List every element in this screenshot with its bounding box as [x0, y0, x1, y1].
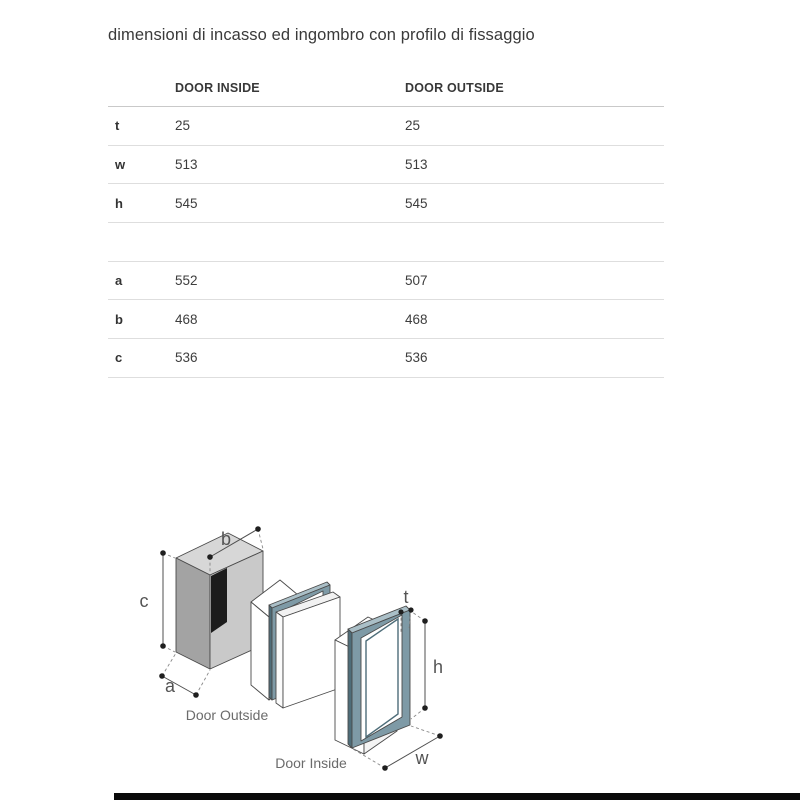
dim-c [140, 550, 176, 652]
cell-inside: 513 [175, 157, 198, 173]
bottom-bar [114, 793, 800, 800]
cell-outside: 513 [405, 157, 428, 173]
door-outside-label: Door Outside [185, 707, 269, 723]
svg-text:t: t [403, 587, 409, 607]
cell-inside: 552 [175, 273, 198, 289]
cell-inside: 536 [175, 350, 198, 366]
svg-text:h: h [432, 657, 444, 677]
table-row-t [108, 107, 664, 146]
header-cell-door-inside: DOOR INSIDE [175, 81, 260, 95]
svg-text:a: a [164, 676, 176, 696]
row-label: w [115, 157, 126, 173]
technical-diagram [130, 505, 475, 800]
row-label: a [115, 273, 123, 289]
table-header-row [108, 70, 664, 107]
page-title: dimensioni di incasso ed ingombro con profilo di fissaggio [108, 26, 535, 44]
table-row-c [108, 339, 664, 378]
cell-outside: 468 [405, 311, 428, 327]
cell-outside: 507 [405, 273, 428, 289]
header-cell-door-outside: DOOR OUTSIDE [405, 81, 504, 95]
dimensions-table [108, 70, 664, 378]
cell-outside: 536 [405, 350, 428, 366]
dim-h [411, 612, 443, 719]
row-label: h [115, 195, 123, 211]
cabinet-box [176, 533, 263, 669]
row-label: t [115, 118, 120, 134]
row-label: b [115, 311, 123, 327]
table-row-a [108, 262, 664, 301]
cell-outside: 25 [405, 118, 421, 134]
svg-text:w: w [415, 748, 429, 768]
door-inside-label: Door Inside [275, 755, 347, 771]
table-row-w [108, 146, 664, 185]
table-row-spacer [108, 223, 664, 262]
table-row-b [108, 300, 664, 339]
cabinet-opening [211, 568, 227, 633]
table-row-h [108, 184, 664, 223]
svg-text:b: b [220, 529, 232, 549]
cell-inside: 25 [175, 118, 191, 134]
row-label: c [115, 350, 123, 366]
cell-inside: 468 [175, 311, 198, 327]
cell-inside: 545 [175, 195, 198, 211]
cell-outside: 545 [405, 195, 428, 211]
svg-text:c: c [139, 591, 149, 611]
